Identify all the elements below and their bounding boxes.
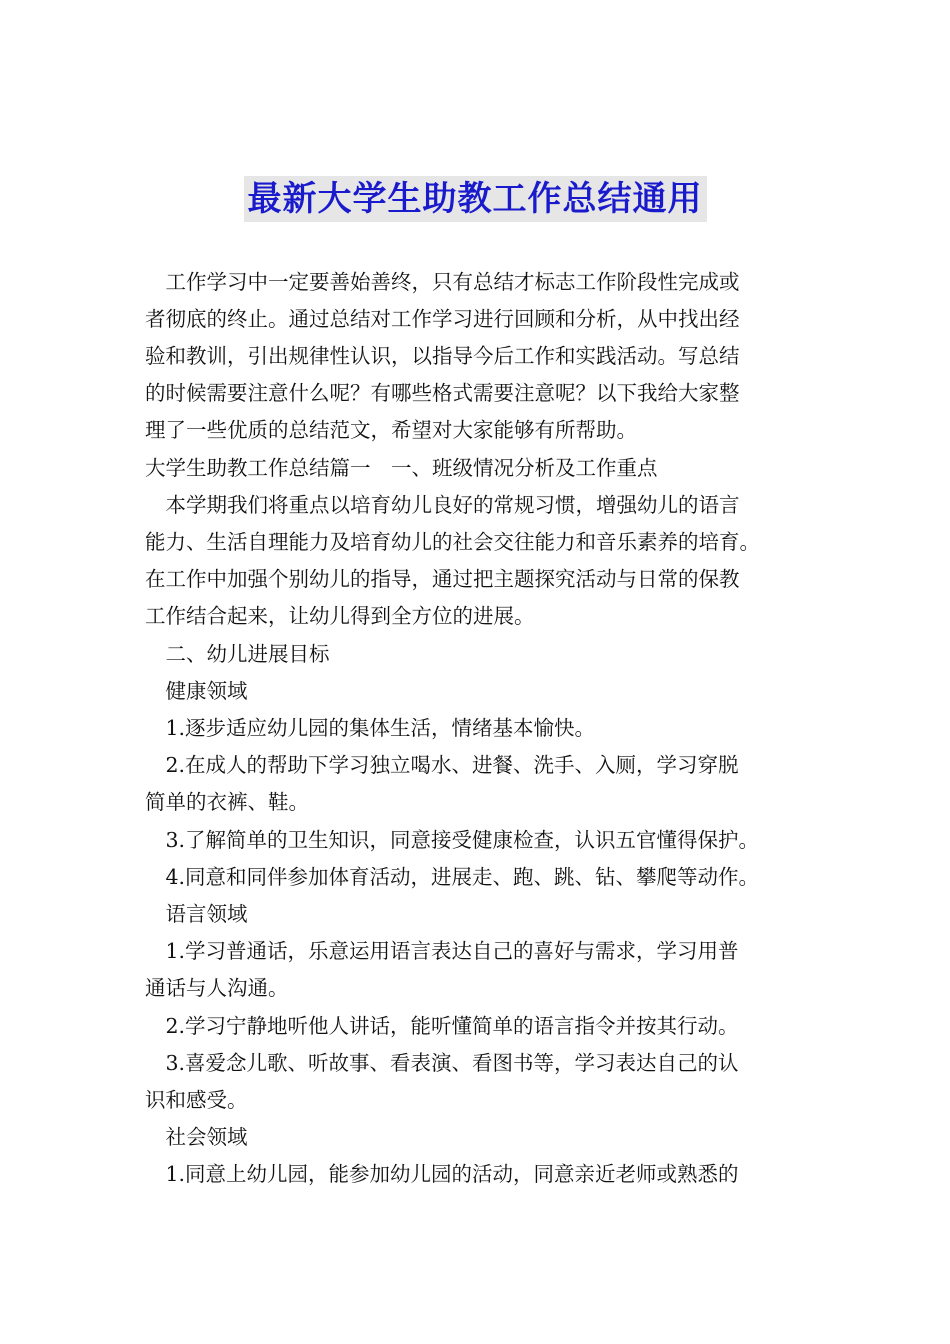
document-title: 最新大学生助教工作总结通用 xyxy=(244,176,707,222)
list-item: 3.了解简单的卫生知识，同意接受健康检查，认识五官懂得保护。 xyxy=(145,828,760,852)
list-item: 1.学习普通话，乐意运用语言表达自己的喜好与需求，学习用普 xyxy=(145,939,739,963)
paragraph-line: 理了一些优质的总结范文，希望对大家能够有所帮助。 xyxy=(145,418,637,442)
section-heading: 大学生助教工作总结篇一 一、班级情况分析及工作重点 xyxy=(145,456,658,480)
paragraph-line: 工作学习中一定要善始善终，只有总结才标志工作阶段性完成或 xyxy=(145,270,740,294)
subsection-heading: 语言领域 xyxy=(145,902,248,926)
paragraph-line: 在工作中加强个别幼儿的指导，通过把主题探究活动与日常的保教 xyxy=(145,567,740,591)
paragraph-line: 者彻底的终止。通过总结对工作学习进行回顾和分析，从中找出经 xyxy=(145,307,740,331)
list-item: 3.喜爱念儿歌、听故事、看表演、看图书等，学习表达自己的认 xyxy=(145,1051,739,1075)
list-item-continuation: 简单的衣裤、鞋。 xyxy=(145,790,309,814)
subsection-heading: 社会领域 xyxy=(145,1125,248,1149)
list-item-continuation: 识和感受。 xyxy=(145,1088,248,1112)
paragraph-line: 本学期我们将重点以培育幼儿良好的常规习惯，增强幼儿的语言 xyxy=(145,493,740,517)
section-heading: 二、幼儿进展目标 xyxy=(145,642,330,666)
list-item: 4.同意和同伴参加体育活动，进展走、跑、跳、钻、攀爬等动作。 xyxy=(145,865,760,889)
paragraph-line: 的时候需要注意什么呢？有哪些格式需要注意呢？以下我给大家整 xyxy=(145,381,740,405)
paragraph-line: 能力、生活自理能力及培育幼儿的社会交往能力和音乐素养的培育。 xyxy=(145,530,760,554)
subsection-heading: 健康领域 xyxy=(145,679,248,703)
list-item-continuation: 通话与人沟通。 xyxy=(145,976,289,1000)
paragraph-line: 工作结合起来，让幼儿得到全方位的进展。 xyxy=(145,604,535,628)
list-item: 2.学习宁静地听他人讲话，能听懂简单的语言指令并按其行动。 xyxy=(145,1014,739,1038)
list-item: 2.在成人的帮助下学习独立喝水、进餐、洗手、入厕，学习穿脱 xyxy=(145,753,739,777)
paragraph-line: 验和教训，引出规律性认识，以指导今后工作和实践活动。写总结 xyxy=(145,344,740,368)
title-container xyxy=(0,176,950,222)
list-item: 1.同意上幼儿园，能参加幼儿园的活动，同意亲近老师或熟悉的 xyxy=(145,1162,739,1186)
list-item: 1.逐步适应幼儿园的集体生活，情绪基本愉快。 xyxy=(145,716,596,740)
